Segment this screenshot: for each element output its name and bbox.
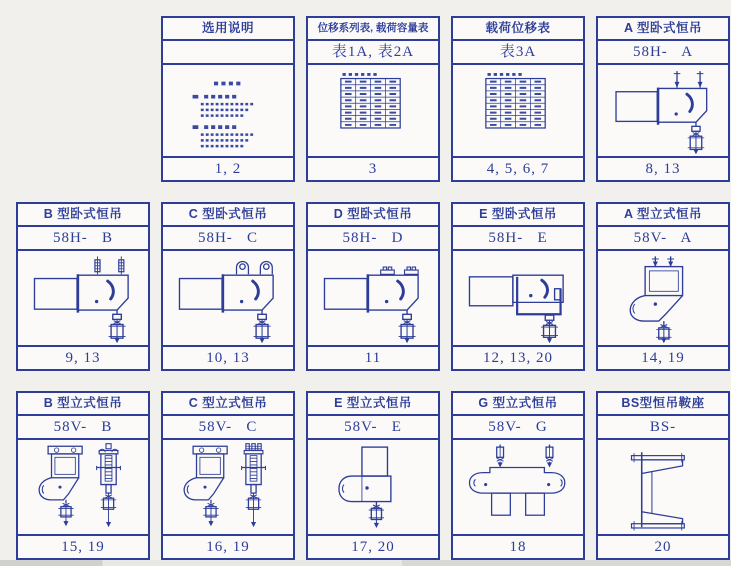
cell-title: 选用说明 bbox=[163, 18, 293, 41]
cell-content bbox=[163, 251, 293, 345]
cell-model: 58H- A bbox=[598, 41, 728, 65]
cell-model: 58V- A bbox=[598, 227, 728, 251]
cell-title: 载荷位移表 bbox=[453, 18, 583, 41]
cell-model: 58H- C bbox=[163, 227, 293, 251]
cell-title: A 型卧式恒吊 bbox=[598, 18, 728, 41]
cell-title: C 型立式恒吊 bbox=[163, 393, 293, 416]
cell-content bbox=[308, 440, 438, 534]
cell-content bbox=[308, 65, 438, 156]
cell-model: BS- bbox=[598, 416, 728, 440]
horizontal-hanger-type-a-drawing bbox=[599, 67, 727, 154]
vertical-hanger-type-b-drawing bbox=[19, 442, 147, 532]
cell-content bbox=[453, 251, 583, 345]
cell-content bbox=[453, 440, 583, 534]
cell-58h-b bbox=[16, 202, 150, 371]
cell-title: C 型卧式恒吊 bbox=[163, 204, 293, 227]
cell-title: G 型立式恒吊 bbox=[453, 393, 583, 416]
cell-subtitle: 表1A, 表2A bbox=[308, 41, 438, 65]
cell-content bbox=[163, 65, 293, 156]
cell-58h-e bbox=[451, 202, 585, 371]
catalog-grid bbox=[16, 16, 730, 560]
cell-page-numbers: 16, 19 bbox=[163, 534, 293, 558]
cell-page-numbers: 9, 13 bbox=[18, 345, 148, 369]
cell-58h-c bbox=[161, 202, 295, 371]
selection-notes-text-drawing bbox=[164, 67, 292, 154]
cell-content bbox=[598, 65, 728, 156]
cell-title: B 型立式恒吊 bbox=[18, 393, 148, 416]
cell-title: 位移系列表, 载荷容量表 bbox=[308, 18, 438, 41]
cell-content bbox=[163, 440, 293, 534]
cell-58h-a bbox=[596, 16, 730, 182]
cell-model: 58H- B bbox=[18, 227, 148, 251]
cell-page-numbers: 8, 13 bbox=[598, 156, 728, 180]
cell-model: 58H- D bbox=[308, 227, 438, 251]
cell-title: E 型立式恒吊 bbox=[308, 393, 438, 416]
mini-data-table-drawing bbox=[454, 67, 582, 154]
horizontal-hanger-type-c-drawing bbox=[164, 253, 292, 343]
horizontal-hanger-type-e-drawing bbox=[454, 253, 582, 343]
horizontal-hanger-type-b-drawing bbox=[19, 253, 147, 343]
scan-shadow-artifact bbox=[0, 560, 731, 566]
cell-page-numbers: 1, 2 bbox=[163, 156, 293, 180]
cell-content bbox=[18, 440, 148, 534]
vertical-hanger-type-c-drawing bbox=[164, 442, 292, 532]
cell-58v-a bbox=[596, 202, 730, 371]
vertical-hanger-type-g-drawing bbox=[454, 442, 582, 532]
cell-model: 58V- G bbox=[453, 416, 583, 440]
cell-58v-g bbox=[451, 391, 585, 560]
cell-content bbox=[453, 65, 583, 156]
cell-58v-e bbox=[306, 391, 440, 560]
cell-title: E 型卧式恒吊 bbox=[453, 204, 583, 227]
cell-page-numbers: 18 bbox=[453, 534, 583, 558]
cell-selection-notes bbox=[161, 16, 295, 182]
cell-content bbox=[18, 251, 148, 345]
vertical-hanger-type-e-drawing bbox=[309, 442, 437, 532]
cell-model: 58V- B bbox=[18, 416, 148, 440]
cell-subtitle: 表3A bbox=[453, 41, 583, 65]
cell-load-displacement-table bbox=[451, 16, 585, 182]
cell-title: BS型恒吊鞍座 bbox=[598, 393, 728, 416]
mini-data-table-drawing bbox=[309, 67, 437, 154]
cell-subtitle bbox=[163, 41, 293, 65]
cell-page-numbers: 4, 5, 6, 7 bbox=[453, 156, 583, 180]
cell-displacement-series-load-capacity-tables bbox=[306, 16, 440, 182]
cell-page-numbers: 12, 13, 20 bbox=[453, 345, 583, 369]
cell-content bbox=[308, 251, 438, 345]
cell-bs-saddle bbox=[596, 391, 730, 560]
cell-model: 58V- C bbox=[163, 416, 293, 440]
cell-page-numbers: 17, 20 bbox=[308, 534, 438, 558]
cell-title: D 型卧式恒吊 bbox=[308, 204, 438, 227]
cell-model: 58V- E bbox=[308, 416, 438, 440]
cell-content bbox=[598, 440, 728, 534]
cell-model: 58H- E bbox=[453, 227, 583, 251]
cell-58v-c bbox=[161, 391, 295, 560]
cell-58v-b bbox=[16, 391, 150, 560]
cell-title: A 型立式恒吊 bbox=[598, 204, 728, 227]
cell-title: B 型卧式恒吊 bbox=[18, 204, 148, 227]
cell-page-numbers: 20 bbox=[598, 534, 728, 558]
cell-page-numbers: 15, 19 bbox=[18, 534, 148, 558]
cell-page-numbers: 11 bbox=[308, 345, 438, 369]
cell-content bbox=[598, 251, 728, 345]
horizontal-hanger-type-d-drawing bbox=[309, 253, 437, 343]
bs-saddle-drawing bbox=[599, 442, 727, 532]
vertical-hanger-type-a-drawing bbox=[599, 253, 727, 343]
cell-page-numbers: 14, 19 bbox=[598, 345, 728, 369]
cell-58h-d bbox=[306, 202, 440, 371]
cell-page-numbers: 10, 13 bbox=[163, 345, 293, 369]
cell-page-numbers: 3 bbox=[308, 156, 438, 180]
